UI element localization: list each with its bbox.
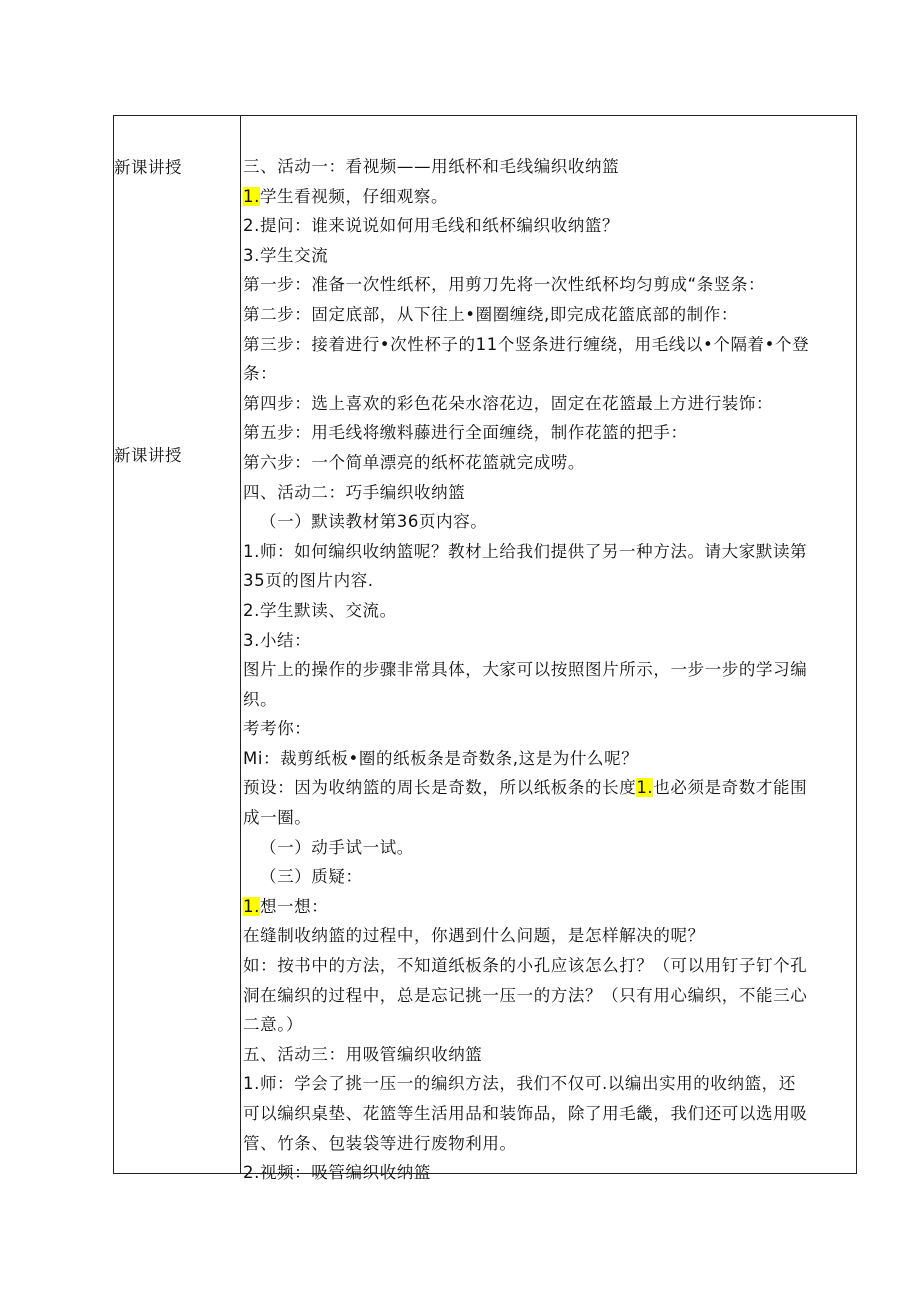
- sub-heading: （一）动手试一试。: [260, 837, 414, 857]
- content-line: 3.小结：: [243, 630, 312, 650]
- content-line: Mi：裁剪纸板•圈的纸板条是奇数条,这是为什么呢？: [243, 748, 639, 768]
- content-text: 也必须是奇数才能围: [653, 778, 808, 798]
- content-line: 如：按书中的方法，不知道纸板条的小孔应该怎么打？（可以用钉子钉个孔: [243, 956, 808, 976]
- content-line: 织。: [243, 689, 278, 709]
- step-six: 第六步：一个简单漂亮的纸杯花篮就完成唠。: [243, 452, 585, 472]
- section-label-top: 新课讲授: [114, 158, 182, 177]
- content-line: 1.师：学会了挑一压一的编织方法，我们不仅可.以编出实用的收纳篮，还: [243, 1074, 796, 1094]
- content-text: 学生看视频，仔细观察。: [259, 186, 449, 206]
- lesson-content: [243, 152, 853, 1188]
- content-line: 洞在编织的过程中，总是忘记挑一压一的方法？（只有用心编织，不能三心: [243, 985, 808, 1005]
- content-line: 可以编织桌垫、花篮等生活用品和装饰品，除了用毛畿，我们还可以选用吸: [243, 1104, 808, 1123]
- step-three: 第三步：接着进行•次性杯子的11个竖条进行缠绕，用毛线以•个隔着•个登: [243, 334, 810, 354]
- sub-heading: （三）质疑：: [260, 867, 363, 887]
- highlight-number: 1.: [636, 778, 654, 798]
- highlight-number: 1.: [243, 186, 260, 206]
- activity-two-heading: 四、活动二：巧手编织收纳篮: [243, 482, 466, 502]
- content-line: 2.学生默读、交流。: [243, 600, 397, 620]
- highlight-number: 1.: [243, 896, 260, 916]
- content-line: [243, 182, 853, 212]
- sub-heading: （一）默读教材第36页内容。: [260, 512, 488, 532]
- content-line: [243, 892, 853, 922]
- activity-one-heading: 三、活动一：看视频——用纸杯和毛线编织收纳篮: [243, 157, 620, 176]
- content-line: 二意。）: [243, 1015, 304, 1035]
- content-line: 35页的图片内容.: [243, 571, 374, 591]
- content-line: 在缝制收纳篮的过程中，你遇到什么问题，是怎样解决的呢？: [243, 926, 705, 946]
- content-line: 3.学生交流: [243, 245, 329, 265]
- content-line: 考考你：: [243, 719, 312, 739]
- activity-three-heading: 五、活动三：用吸管编织收纳篮: [243, 1044, 483, 1064]
- step-one: 第一步：准备一次性纸杯，用剪刀先将一次性纸杯均匀剪成“条竖条：: [243, 275, 766, 295]
- section-label-middle: 新课讲授: [114, 446, 182, 465]
- content-line: 图片上的操作的步骤非常具体，大家可以按照图片所示，一步一步的学习编: [243, 660, 808, 680]
- column-divider: [240, 116, 241, 1173]
- content-text: 预设：因为收纳篮的周长是奇数，所以纸板条的长度: [243, 778, 637, 798]
- step-five: 第五步：用毛线将缴料藤进行全面缠绕，制作花篮的把手：: [243, 423, 688, 443]
- content-line: 成一圈。: [243, 808, 312, 828]
- step-two: 第二步：固定底部，从下往上•圈圈缠绕,即完成花篮底部的制作：: [243, 304, 738, 324]
- step-three-cont: 条：: [243, 364, 278, 384]
- step-four: 第四步：选上喜欢的彩色花朵水溶花边，固定在花篮最上方进行装饰：: [243, 393, 774, 413]
- content-line: 管、竹条、包装袋等进行废物利用。: [243, 1133, 517, 1153]
- content-text: 想一想：: [259, 896, 329, 916]
- content-line: [243, 773, 853, 803]
- content-line: 2.视频：吸管编织收纳篮: [243, 1163, 431, 1183]
- content-line: 2.提问：谁来说说如何用毛线和纸杯编织收纳篮？: [243, 216, 620, 236]
- content-line: 1.师：如何编织收纳篮呢？教材上给我们提供了另一种方法。请大家默读第: [243, 541, 808, 561]
- lesson-table: [113, 115, 857, 1183]
